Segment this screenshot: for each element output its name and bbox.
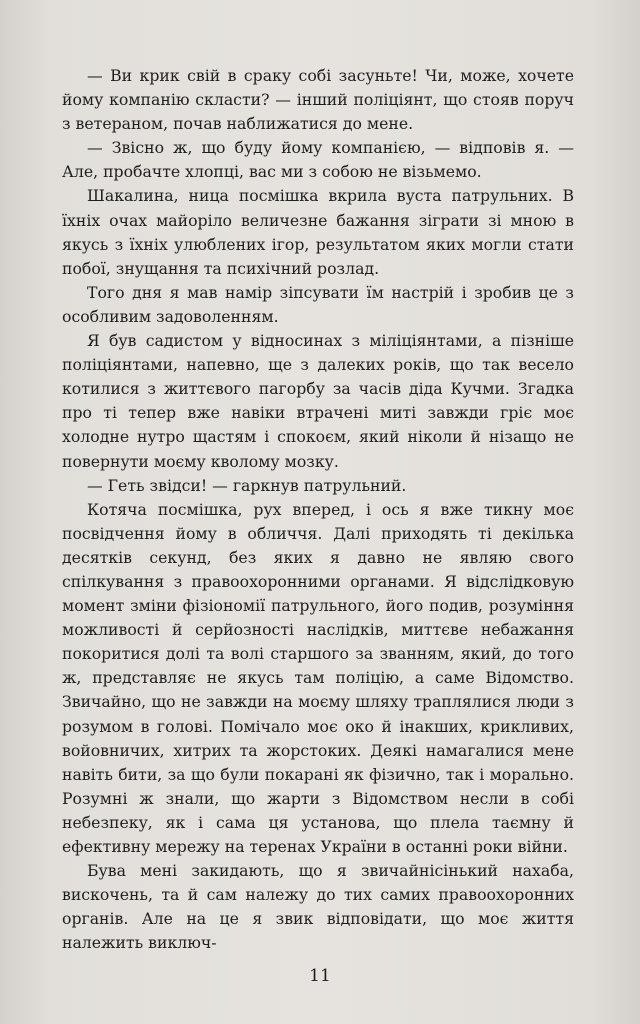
paragraph: — Звісно ж, що буду йому компанією, — відповів я. — Але, пробачте хлопці, вас ми з собою не візьмемо. [62,138,574,182]
paragraph: Шакалина, ница посмішка вкрила вуста патрульних. В їхніх очах майоріло величезне бажання зіграти зі мною в якусь з їхніх улюблених ігор, результатом яких могли стати побої, знущання та психічний розлад. [62,186,574,278]
paragraph: Бува мені закидають, що я звичайнісінький нахаба, вискочень, та й сам належу до тих самих правоохоронних органів. Але на це я звик відповідати, що моє життя належить виключ- [62,861,574,953]
paragraph: Я був садистом у відносинах з міліціянтами, а пізніше поліціянтами, напевно, ще з далеких років, що так весело котилися з життєвого пагорбу за часів діда Кучми. Згадка про ті тепер вже навіки втрачені миті завжди гріє моє холодне нутро щастям і спокоєм, який ніколи й нізащо не повернути моєму кволому мозку. [62,331,574,471]
paragraph: Котяча посмішка, рух вперед, і ось я вже тикну моє посвідчення йому в обличчя. Далі приходять ті декілька десятків секунд, без яких я давно не являю свого спілкування з правоохоронними органами. Я відслідковую момент зміни фізіономії патрульного, його подив, розуміння можливості й серйозності наслідків, миттєве небажання покоритися долі та волі старшого за званням, який, до того ж, представляє не якусь там поліцію, а саме Відомство. Звичайно, що не завжди на моєму шляху траплялися люди з розумом в голові. Помічало моє око й інакших, крикливих, войовничих, хитрих та жорстоких. Деякі намагалися мене навіть бити, за що були покарані як фізично, так і морально. Розумні ж знали, що жарти з Відомством несли в собі небезпеку, як і сама ця установа, що плела таємну й ефективну мережу на теренах України в останні роки війни. [62,499,574,856]
paragraph: — Геть звідси! — гаркнув патрульний. [87,475,407,495]
body-text [62,64,574,955]
paragraph: — Ви крик свій в сраку собі засуньте! Чи, може, хочете йому компанію скласти? — інший поліціянт, що стояв поруч з ветераном, почав наближатися до мене. [62,66,574,134]
page-number: 11 [309,966,331,986]
paragraph: Того дня я мав намір зіпсувати їм настрій і зробив це з особливим задоволенням. [62,282,574,326]
